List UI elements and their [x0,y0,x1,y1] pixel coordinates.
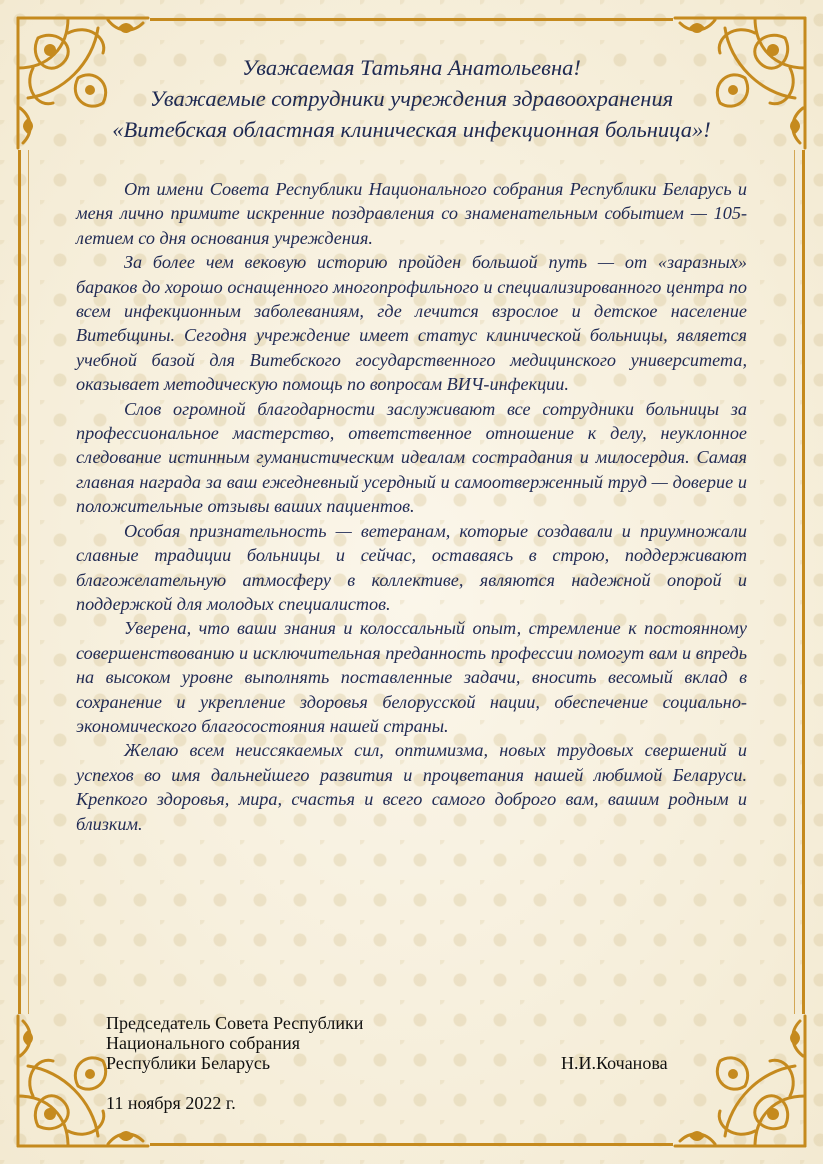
signature-title [106,1013,363,1073]
signature-title-line: Республики Беларусь [106,1053,271,1073]
paragraph: За более чем вековую историю пройден большой путь — от «заразных» бараков до хорошо оснащенного многопрофильного и специализированного центра по всем инфекционным заболеваниям, где лечится взрослое и детское население Витебщины. Сегодня учреждение имеет статус клинической больницы, является учебной базой для Витебского государственного медицинского университета, оказывает методическую помощь по вопросам ВИЧ-инфекции. [76,252,747,395]
letter-body [76,177,747,836]
signature-title-line: Национального собрания [106,1033,300,1053]
ornament-icon [665,1006,815,1156]
paragraph: Уверена, что ваши знания и колоссальный опыт, стремление к постоянному совершенствованию и исключительная преданность профессии помогут вам и впредь на высоком уровне выполнять поставленные задачи, вносить весомый вклад в сохранение и укрепление здоровья белорусской нации, обеспечение социально-экономического благосостояния нашей страны. [76,618,747,736]
greeting-header [60,52,763,145]
corner-ornament-bottom-right [665,1006,815,1156]
frame-bottom-line [150,1143,673,1146]
greeting-line-addressee: Уважаемая Татьяна Анатольевна! [242,55,581,80]
frame-left-line [18,150,21,1014]
paragraph: Слов огромной благодарности заслуживают все сотрудники больницы за профессиональное мастерство, ответственное отношение к делу, неуклонное следование истинным гуманистическим идеалам сострадания и милосердия. Самая главная награда за ваш ежедневный усердный и самоотверженный труд — доверие и положительные отзывы ваших пациентов. [76,398,747,517]
paragraph: От имени Совета Республики Национального собрания Республики Беларусь и меня лично примите искренние поздравления со знаменательным событием — 105-летием со дня основания учреждения. [76,179,747,248]
frame-right-inner-line [794,150,795,1014]
letter-date: 11 ноября 2022 г. [106,1093,236,1113]
greeting-line-institution: «Витебская областная клиническая инфекционная больница»! [112,117,711,142]
greeting-line-staff: Уважаемые сотрудники учреждения здравоохранения [149,86,674,111]
frame-top-line [150,18,673,21]
paragraph: Особая признательность — ветеранам, которые создавали и приумножали славные традиции больницы и сейчас, оставаясь в строю, поддерживают благожелательную атмосферу в коллективе, являются надежной опорой и поддержкой для молодых специалистов. [76,520,747,614]
paragraph: Желаю всем неиссякаемых сил, оптимизма, новых трудовых свершений и успехов во имя дальнейшего развития и процветания нашей любимой Беларуси. Крепкого здоровья, мира, счастья и всего самого доброго вам, вашим родным и близким. [76,740,747,834]
signer-name: Н.И.Кочанова [561,1053,668,1073]
signature-title-line: Председатель Совета Республики [106,1013,364,1033]
frame-right-line [802,150,805,1014]
frame-left-inner-line [28,150,29,1014]
